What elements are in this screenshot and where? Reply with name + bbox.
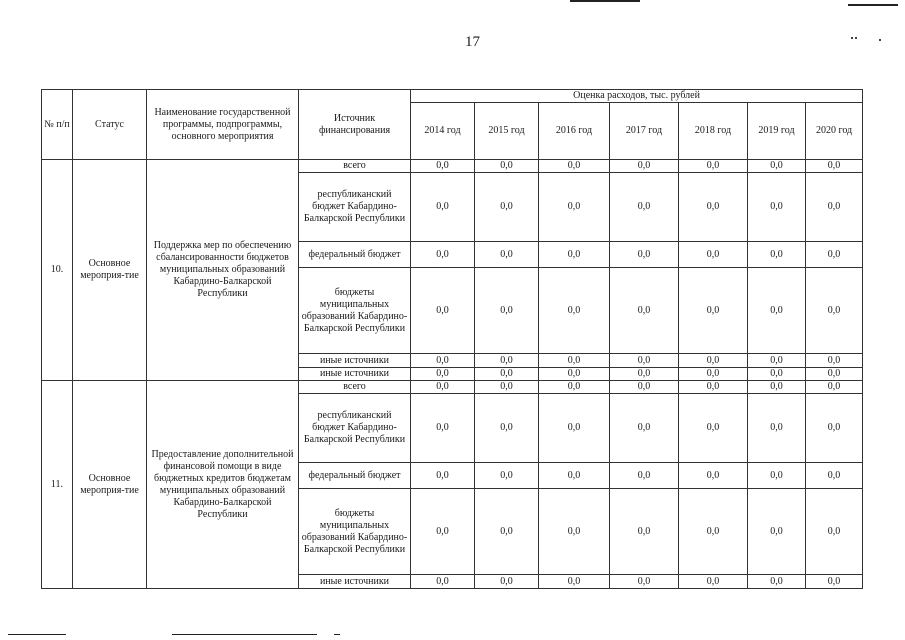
header-year: 2015 год <box>475 103 539 160</box>
value-cell: 0,0 <box>411 160 475 173</box>
footer-line <box>172 634 317 635</box>
header-status: Статус <box>73 90 147 160</box>
value-cell: 0,0 <box>748 463 806 489</box>
page-number: 17 <box>465 34 480 50</box>
value-cell: 0,0 <box>748 381 806 394</box>
value-cell: 0,0 <box>679 489 748 575</box>
value-cell: 0,0 <box>806 368 863 381</box>
source-cell: бюджеты муниципальных образований Кабардино-Балкарской Республики <box>299 489 411 575</box>
value-cell: 0,0 <box>539 489 610 575</box>
value-cell: 0,0 <box>475 368 539 381</box>
value-cell: 0,0 <box>679 575 748 589</box>
value-cell: 0,0 <box>610 489 679 575</box>
header-year: 2019 год <box>748 103 806 160</box>
value-cell: 0,0 <box>610 173 679 242</box>
header-year: 2018 год <box>679 103 748 160</box>
value-cell: 0,0 <box>411 463 475 489</box>
value-cell: 0,0 <box>475 268 539 354</box>
source-cell: республиканский бюджет Кабардино-Балкарской Республики <box>299 394 411 463</box>
value-cell: 0,0 <box>411 368 475 381</box>
value-cell: 0,0 <box>748 489 806 575</box>
source-cell: иные источники <box>299 368 411 381</box>
header-year: 2020 год <box>806 103 863 160</box>
value-cell: 0,0 <box>748 173 806 242</box>
value-cell: 0,0 <box>806 242 863 268</box>
value-cell: 0,0 <box>748 368 806 381</box>
header-year: 2014 год <box>411 103 475 160</box>
value-cell: 0,0 <box>806 354 863 368</box>
value-cell: 0,0 <box>411 354 475 368</box>
value-cell: 0,0 <box>539 242 610 268</box>
value-cell: 0,0 <box>610 160 679 173</box>
value-cell: 0,0 <box>806 160 863 173</box>
header-no: № п/п <box>42 90 73 160</box>
value-cell: 0,0 <box>806 381 863 394</box>
value-cell: 0,0 <box>748 394 806 463</box>
value-cell: 0,0 <box>748 575 806 589</box>
value-cell: 0,0 <box>610 368 679 381</box>
header-source: Источник финансирования <box>299 90 411 160</box>
expenses-table <box>41 89 863 589</box>
value-cell: 0,0 <box>748 160 806 173</box>
value-cell: 0,0 <box>475 575 539 589</box>
status-cell: Основное мероприя-тие <box>73 381 147 589</box>
value-cell: 0,0 <box>679 173 748 242</box>
value-cell: 0,0 <box>806 268 863 354</box>
footer-line <box>8 634 66 635</box>
value-cell: 0,0 <box>411 242 475 268</box>
program-cell: Предоставление дополнительной финансовой помощи в виде бюджетных кредитов бюджетам муниципальных образований Кабардино-Балкарской Республики <box>147 381 299 589</box>
source-cell: всего <box>299 160 411 173</box>
value-cell: 0,0 <box>475 160 539 173</box>
source-cell: федеральный бюджет <box>299 463 411 489</box>
header-program: Наименование государственной программы, подпрограммы, основного мероприятия <box>147 90 299 160</box>
value-cell: 0,0 <box>806 394 863 463</box>
value-cell: 0,0 <box>610 381 679 394</box>
value-cell: 0,0 <box>806 173 863 242</box>
value-cell: 0,0 <box>610 242 679 268</box>
value-cell: 0,0 <box>748 268 806 354</box>
value-cell: 0,0 <box>748 242 806 268</box>
value-cell: 0,0 <box>679 463 748 489</box>
value-cell: 0,0 <box>539 354 610 368</box>
value-cell: 0,0 <box>748 354 806 368</box>
value-cell: 0,0 <box>610 463 679 489</box>
value-cell: 0,0 <box>539 173 610 242</box>
row-number: 10. <box>42 160 73 381</box>
program-cell: Поддержка мер по обеспечению сбалансированности бюджетов муниципальных образований Кабардино-Балкарской Республики <box>147 160 299 381</box>
value-cell: 0,0 <box>475 381 539 394</box>
footer-line <box>334 634 340 635</box>
table-body <box>42 160 863 589</box>
source-cell: бюджеты муниципальных образований Кабардино-Балкарской Республики <box>299 268 411 354</box>
value-cell: 0,0 <box>806 575 863 589</box>
status-cell: Основное мероприя-тие <box>73 160 147 381</box>
value-cell: 0,0 <box>475 463 539 489</box>
value-cell: 0,0 <box>539 160 610 173</box>
value-cell: 0,0 <box>475 489 539 575</box>
header-expenses: Оценка расходов, тыс. рублей <box>411 90 863 103</box>
value-cell: 0,0 <box>610 354 679 368</box>
value-cell: 0,0 <box>539 268 610 354</box>
row-number: 11. <box>42 381 73 589</box>
source-cell: всего <box>299 381 411 394</box>
value-cell: 0,0 <box>679 368 748 381</box>
value-cell: 0,0 <box>411 489 475 575</box>
value-cell: 0,0 <box>806 489 863 575</box>
table-row <box>42 160 863 173</box>
value-cell: 0,0 <box>475 394 539 463</box>
scan-artifact-top <box>570 0 640 2</box>
value-cell: 0,0 <box>411 173 475 242</box>
value-cell: 0,0 <box>411 268 475 354</box>
scan-artifact-top-right <box>848 4 898 6</box>
value-cell: 0,0 <box>475 354 539 368</box>
source-cell: иные источники <box>299 575 411 589</box>
value-cell: 0,0 <box>679 160 748 173</box>
value-cell: 0,0 <box>806 463 863 489</box>
value-cell: 0,0 <box>475 173 539 242</box>
source-cell: республиканский бюджет Кабардино-Балкарской Республики <box>299 173 411 242</box>
value-cell: 0,0 <box>679 268 748 354</box>
source-cell: иные источники <box>299 354 411 368</box>
value-cell: 0,0 <box>411 575 475 589</box>
value-cell: 0,0 <box>539 575 610 589</box>
value-cell: 0,0 <box>539 368 610 381</box>
value-cell: 0,0 <box>679 242 748 268</box>
source-cell: федеральный бюджет <box>299 242 411 268</box>
header-year: 2017 год <box>610 103 679 160</box>
value-cell: 0,0 <box>411 394 475 463</box>
value-cell: 0,0 <box>411 381 475 394</box>
value-cell: 0,0 <box>539 381 610 394</box>
value-cell: 0,0 <box>610 268 679 354</box>
value-cell: 0,0 <box>679 381 748 394</box>
table-row <box>42 381 863 394</box>
value-cell: 0,0 <box>475 242 539 268</box>
value-cell: 0,0 <box>539 463 610 489</box>
value-cell: 0,0 <box>679 354 748 368</box>
value-cell: 0,0 <box>679 394 748 463</box>
value-cell: 0,0 <box>610 575 679 589</box>
header-year: 2016 год <box>539 103 610 160</box>
value-cell: 0,0 <box>610 394 679 463</box>
value-cell: 0,0 <box>539 394 610 463</box>
